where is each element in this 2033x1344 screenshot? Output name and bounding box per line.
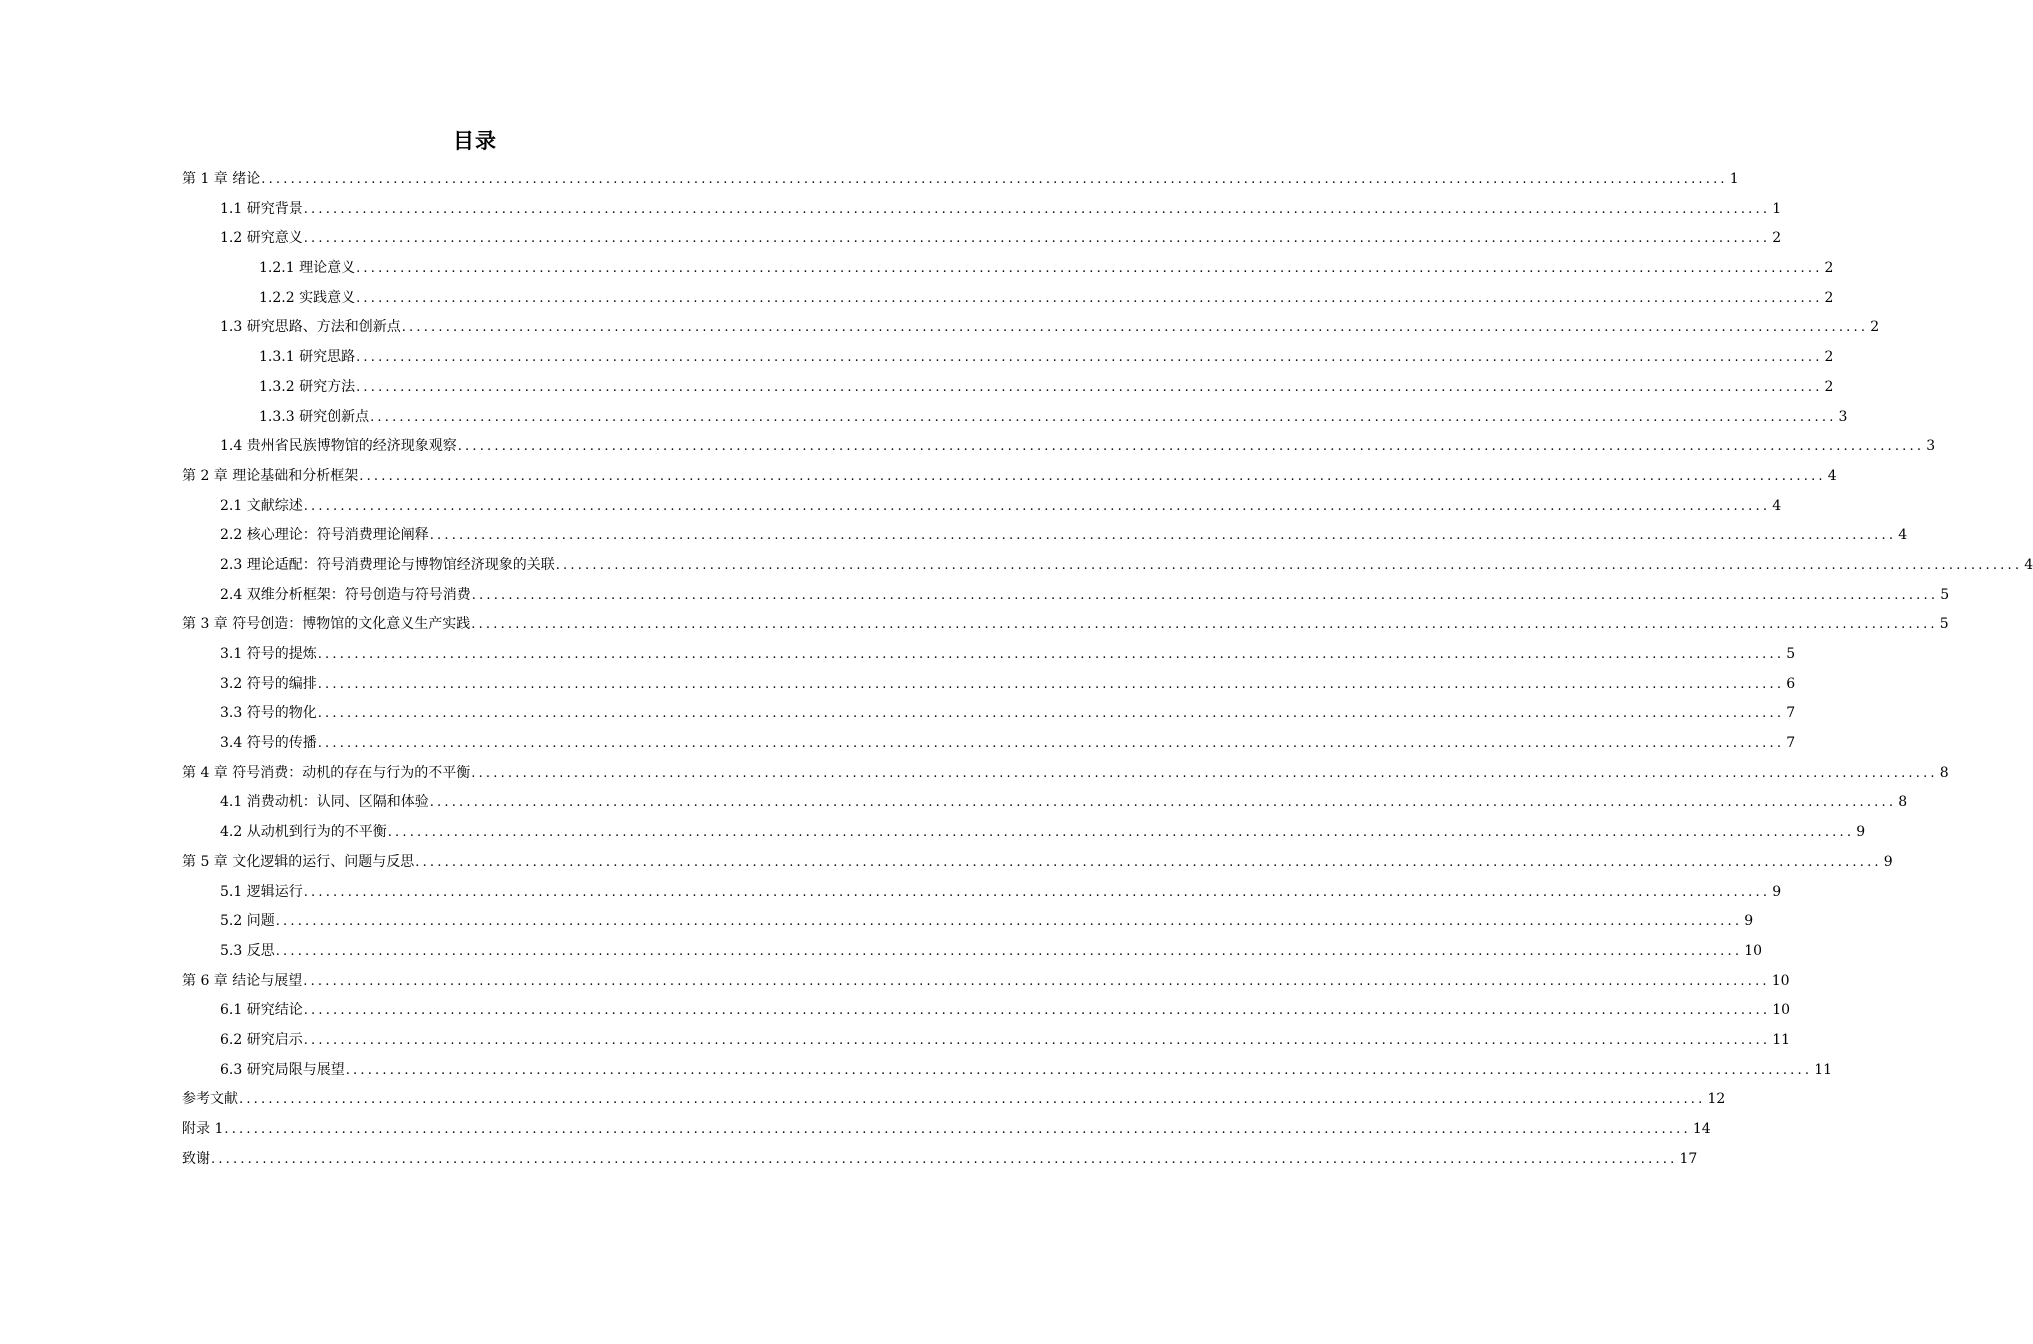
toc-dot-leader: ........................................................................................................................................................................................................	[275, 914, 1743, 930]
toc-entry-title: 3.4 符号的传播	[220, 735, 317, 752]
toc-entry[interactable]	[182, 284, 1834, 314]
toc-entry-title: 5.1 逻辑运行	[220, 883, 303, 900]
toc-entry-page-number: 11	[1814, 1061, 1833, 1078]
toc-entry-page-number: 4	[1827, 467, 1837, 484]
toc-entry[interactable]	[182, 878, 1782, 908]
toc-entry-page-number: 2	[1824, 378, 1834, 395]
toc-entry-page-number: 9	[1772, 883, 1782, 900]
toc-title: 目录	[453, 129, 497, 153]
toc-entry[interactable]	[182, 1026, 1791, 1056]
toc-entry-page-number: 4	[1772, 497, 1782, 514]
toc-entry[interactable]	[182, 1115, 1711, 1145]
toc-list	[182, 165, 2033, 1174]
toc-entry-page-number: 4	[2024, 556, 2033, 573]
toc-entry[interactable]	[182, 996, 1791, 1026]
toc-entry-title: 2.1 文献综述	[220, 497, 303, 514]
toc-dot-leader: ........................................................................................................................................................................................................	[317, 706, 1785, 722]
toc-entry[interactable]	[182, 343, 1834, 373]
toc-entry[interactable]	[182, 551, 2033, 581]
toc-dot-leader: ........................................................................................................................................................................................................	[429, 795, 1897, 811]
toc-entry-title: 第 4 章 符号消费：动机的存在与行为的不平衡	[182, 764, 471, 781]
toc-entry-title: 第 3 章 符号创造：博物馆的文化意义生产实践	[182, 616, 471, 633]
toc-entry-title: 1.3 研究思路、方法和创新点	[220, 319, 401, 336]
toc-entry-title: 1.2.2 实践意义	[259, 289, 356, 306]
toc-entry[interactable]	[182, 1145, 1698, 1175]
toc-entry-page-number: 3	[1926, 438, 1936, 455]
toc-dot-leader: ........................................................................................................................................................................................................	[303, 201, 1771, 217]
toc-dot-leader: ........................................................................................................................................................................................................	[239, 1092, 1706, 1108]
toc-entry-title: 4.2 从动机到行为的不平衡	[220, 824, 387, 841]
toc-dot-leader: ........................................................................................................................................................................................................	[457, 439, 1925, 455]
toc-entry-page-number: 9	[1744, 913, 1754, 930]
toc-entry[interactable]	[182, 788, 1908, 818]
toc-entry[interactable]	[182, 373, 1834, 403]
toc-entry[interactable]	[182, 699, 1796, 729]
toc-dot-leader: ........................................................................................................................................................................................................	[359, 468, 1826, 484]
toc-dot-leader: ........................................................................................................................................................................................................	[356, 350, 1823, 366]
toc-entry-page-number: 2	[1772, 230, 1782, 247]
toc-entry-title: 1.1 研究背景	[220, 200, 303, 217]
toc-entry[interactable]	[182, 462, 1837, 492]
toc-entry-page-number: 17	[1679, 1150, 1698, 1167]
toc-entry-title: 4.1 消费动机：认同、区隔和体验	[220, 794, 429, 811]
toc-dot-leader: ........................................................................................................................................................................................................	[275, 943, 1743, 959]
toc-entry-title: 1.4 贵州省民族博物馆的经济现象观察	[220, 438, 457, 455]
toc-entry[interactable]	[182, 254, 1834, 284]
toc-entry-page-number: 2	[1824, 289, 1834, 306]
toc-entry[interactable]	[182, 818, 1866, 848]
toc-dot-leader: ........................................................................................................................................................................................................	[303, 498, 1771, 514]
toc-entry-title: 6.2 研究启示	[220, 1031, 303, 1048]
toc-entry-title: 参考文献	[182, 1091, 238, 1108]
toc-dot-leader: ........................................................................................................................................................................................................	[555, 557, 2023, 573]
toc-entry-title: 2.3 理论适配：符号消费理论与博物馆经济现象的关联	[220, 556, 555, 573]
toc-entry-title: 6.3 研究局限与展望	[220, 1061, 345, 1078]
toc-dot-leader: ........................................................................................................................................................................................................	[387, 825, 1855, 841]
toc-entry[interactable]	[182, 492, 1782, 522]
toc-entry-title: 3.1 符号的提炼	[220, 646, 317, 662]
toc-dot-leader: ........................................................................................................................................................................................................	[317, 736, 1785, 752]
toc-entry[interactable]	[182, 848, 1893, 878]
toc-entry-page-number: 5	[1939, 616, 1949, 633]
toc-entry-page-number: 5	[1786, 646, 1796, 662]
toc-entry-page-number: 9	[1856, 824, 1866, 841]
toc-dot-leader: ........................................................................................................................................................................................................	[303, 1032, 1771, 1048]
toc-dot-leader: ........................................................................................................................................................................................................	[401, 320, 1869, 336]
toc-entry[interactable]	[182, 581, 1950, 611]
toc-entry-title: 第 1 章 绪论	[182, 171, 261, 187]
toc-entry-title: 第 5 章 文化逻辑的运行、问题与反思	[182, 853, 415, 870]
toc-entry[interactable]	[182, 165, 1739, 195]
toc-dot-leader: ........................................................................................................................................................................................................	[211, 1151, 1678, 1167]
toc-entry-page-number: 1	[1729, 171, 1739, 187]
toc-entry-title: 1.2.1 理论意义	[259, 260, 356, 277]
toc-entry-title: 5.3 反思	[220, 942, 275, 959]
toc-entry-title: 2.4 双维分析框架：符号创造与符号消费	[220, 586, 471, 603]
toc-entry-page-number: 10	[1772, 1002, 1791, 1019]
toc-dot-leader: ........................................................................................................................................................................................................	[303, 1003, 1771, 1019]
toc-dot-leader: ........................................................................................................................................................................................................	[429, 528, 1897, 544]
toc-dot-leader: ........................................................................................................................................................................................................	[303, 884, 1771, 900]
toc-entry-page-number: 9	[1883, 853, 1893, 870]
toc-entry[interactable]	[182, 640, 1796, 670]
toc-entry[interactable]	[182, 195, 1782, 225]
toc-entry[interactable]	[182, 403, 1848, 433]
toc-entry[interactable]	[182, 670, 1796, 700]
toc-entry-page-number: 14	[1692, 1121, 1711, 1137]
toc-dot-leader: ........................................................................................................................................................................................................	[317, 647, 1785, 662]
toc-entry-title: 1.3.3 研究创新点	[259, 408, 370, 425]
toc-entry-title: 附录 1	[182, 1121, 224, 1137]
toc-entry-title: 5.2 问题	[220, 913, 275, 930]
toc-entry[interactable]	[182, 937, 1763, 967]
toc-entry[interactable]	[182, 1056, 1833, 1086]
toc-dot-leader: ........................................................................................................................................................................................................	[370, 409, 1837, 425]
toc-entry-page-number: 10	[1744, 942, 1763, 959]
toc-entry[interactable]	[182, 521, 1908, 551]
toc-entry[interactable]	[182, 313, 1880, 343]
toc-entry-page-number: 2	[1824, 349, 1834, 366]
toc-dot-leader: ........................................................................................................................................................................................................	[345, 1062, 1813, 1078]
toc-entry-page-number: 7	[1786, 705, 1796, 722]
toc-dot-leader: ........................................................................................................................................................................................................	[356, 261, 1823, 277]
toc-entry-title: 致谢	[182, 1150, 210, 1167]
toc-entry-title: 1.3.2 研究方法	[259, 378, 356, 395]
toc-entry-page-number: 4	[1898, 527, 1908, 544]
toc-entry-title: 1.3.1 研究思路	[259, 349, 356, 366]
toc-dot-leader: ........................................................................................................................................................................................................	[471, 765, 1938, 781]
toc-entry-page-number: 8	[1939, 764, 1949, 781]
toc-entry-title: 第 6 章 结论与展望	[182, 972, 303, 989]
toc-entry-title: 3.3 符号的物化	[220, 705, 317, 722]
toc-entry[interactable]	[182, 967, 1790, 997]
toc-entry-page-number: 7	[1786, 735, 1796, 752]
toc-dot-leader: ........................................................................................................................................................................................................	[261, 172, 1728, 187]
toc-entry[interactable]	[182, 224, 1782, 254]
toc-entry[interactable]	[182, 610, 1949, 640]
toc-dot-leader: ........................................................................................................................................................................................................	[356, 290, 1823, 306]
toc-dot-leader: ........................................................................................................................................................................................................	[303, 973, 1770, 989]
toc-dot-leader: ........................................................................................................................................................................................................	[224, 1122, 1691, 1137]
toc-entry[interactable]	[182, 1085, 1726, 1115]
toc-dot-leader: ........................................................................................................................................................................................................	[471, 587, 1939, 603]
toc-entry-page-number: 11	[1772, 1031, 1791, 1048]
toc-entry-title: 2.2 核心理论：符号消费理论阐释	[220, 527, 429, 544]
toc-dot-leader: ........................................................................................................................................................................................................	[356, 379, 1823, 395]
toc-dot-leader: ........................................................................................................................................................................................................	[303, 231, 1771, 247]
toc-entry-page-number: 3	[1838, 408, 1848, 425]
toc-entry-page-number: 2	[1870, 319, 1880, 336]
toc-entry[interactable]	[182, 432, 1936, 462]
toc-entry[interactable]	[182, 759, 1949, 789]
toc-entry-title: 3.2 符号的编排	[220, 675, 317, 692]
toc-dot-leader: ........................................................................................................................................................................................................	[415, 854, 1882, 870]
toc-entry-title: 6.1 研究结论	[220, 1002, 303, 1019]
toc-entry-title: 1.2 研究意义	[220, 230, 303, 247]
toc-entry-page-number: 5	[1940, 586, 1950, 603]
toc-entry-title: 第 2 章 理论基础和分析框架	[182, 467, 359, 484]
toc-entry-page-number: 12	[1707, 1091, 1726, 1108]
toc-entry[interactable]	[182, 729, 1796, 759]
toc-entry-page-number: 6	[1786, 675, 1796, 692]
toc-entry[interactable]	[182, 907, 1754, 937]
toc-dot-leader: ........................................................................................................................................................................................................	[317, 676, 1785, 692]
toc-entry-page-number: 10	[1771, 972, 1790, 989]
toc-entry-page-number: 1	[1772, 200, 1782, 217]
toc-entry-page-number: 8	[1898, 794, 1908, 811]
toc-dot-leader: ........................................................................................................................................................................................................	[471, 617, 1938, 633]
toc-entry-page-number: 2	[1824, 260, 1834, 277]
